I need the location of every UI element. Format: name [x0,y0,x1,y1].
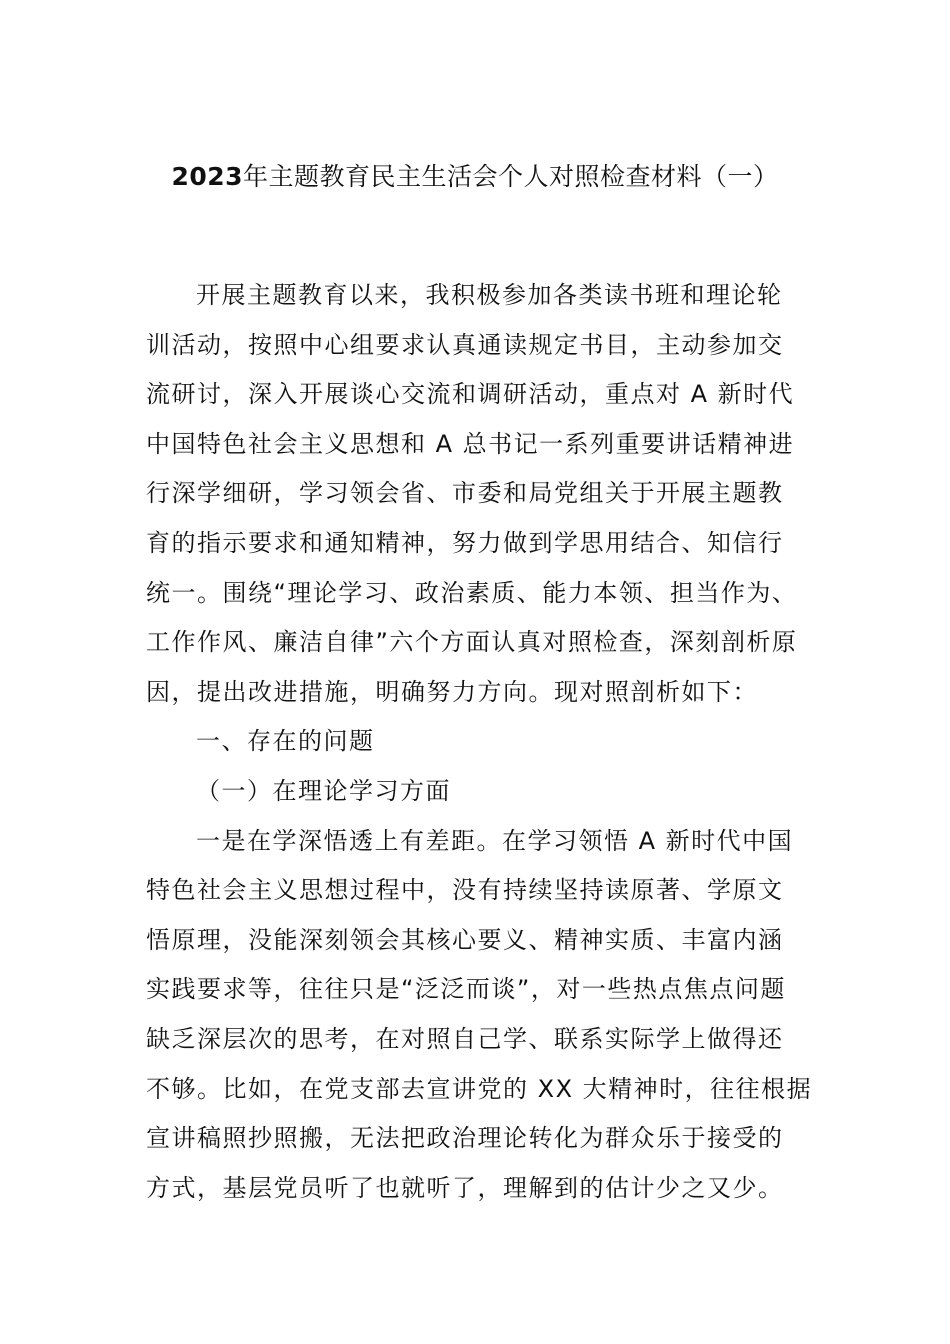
paragraph-line: 中国特色社会主义思想和 A 总书记一系列重要讲话精神进 [146,429,795,458]
paragraph-line: 实践要求等，往往只是“泛泛而谈”，对一些热点焦点问题 [146,975,786,1004]
title-year: 2023 [171,162,244,191]
paragraph-line: 不够。比如，在党支部去宣讲党的 XX 大精神时，往往根据 [146,1074,813,1103]
paragraph-line: 因，提出改进措施，明确努力方向。现对照剖析如下： [146,677,758,706]
paragraph-line: 流研讨，深入开展谈心交流和调研活动，重点对 A 新时代 [146,380,795,409]
paragraph-line: 悟原理，没能深刻领会其核心要义、精神实质、丰富内涵 [146,925,784,954]
paragraph-line: 宣讲稿照抄照搬，无法把政治理论转化为群众乐于接受的 [146,1124,784,1153]
paragraph-line: 一是在学深悟透上有差距。在学习领悟 A 新时代中国 [196,826,794,855]
paragraph-line: 开展主题教育以来，我积极参加各类读书班和理论轮 [196,281,783,309]
title-text: 年主题教育民主生活会个人对照检查材料（一） [243,162,779,191]
paragraph-line: 工作作风、廉洁自律”六个方面认真对照检查，深刻剖析原 [146,628,798,657]
paragraph-line: 行深学细研，学习领会省、市委和局党组关于开展主题教 [146,479,784,508]
subsection-heading: （一）在理论学习方面 [196,776,451,805]
section-heading: 一、存在的问题 [196,727,375,756]
document-body [146,271,811,1213]
paragraph-line: 缺乏深层次的思考，在对照自己学、联系实际学上做得还 [146,1024,784,1053]
document-title [0,155,950,199]
paragraph-line: 训活动，按照中心组要求认真通读规定书目，主动参加交 [146,330,784,359]
paragraph-line: 育的指示要求和通知精神，努力做到学思用结合、知信行 [146,528,784,557]
paragraph-line: 方式，基层党员听了也就听了，理解到的估计少之又少。 [146,1173,784,1202]
paragraph-line: 统一。围绕“理论学习、政治素质、能力本领、担当作为、 [146,578,798,607]
paragraph-line: 特色社会主义思想过程中，没有持续坚持读原著、学原文 [146,876,784,905]
